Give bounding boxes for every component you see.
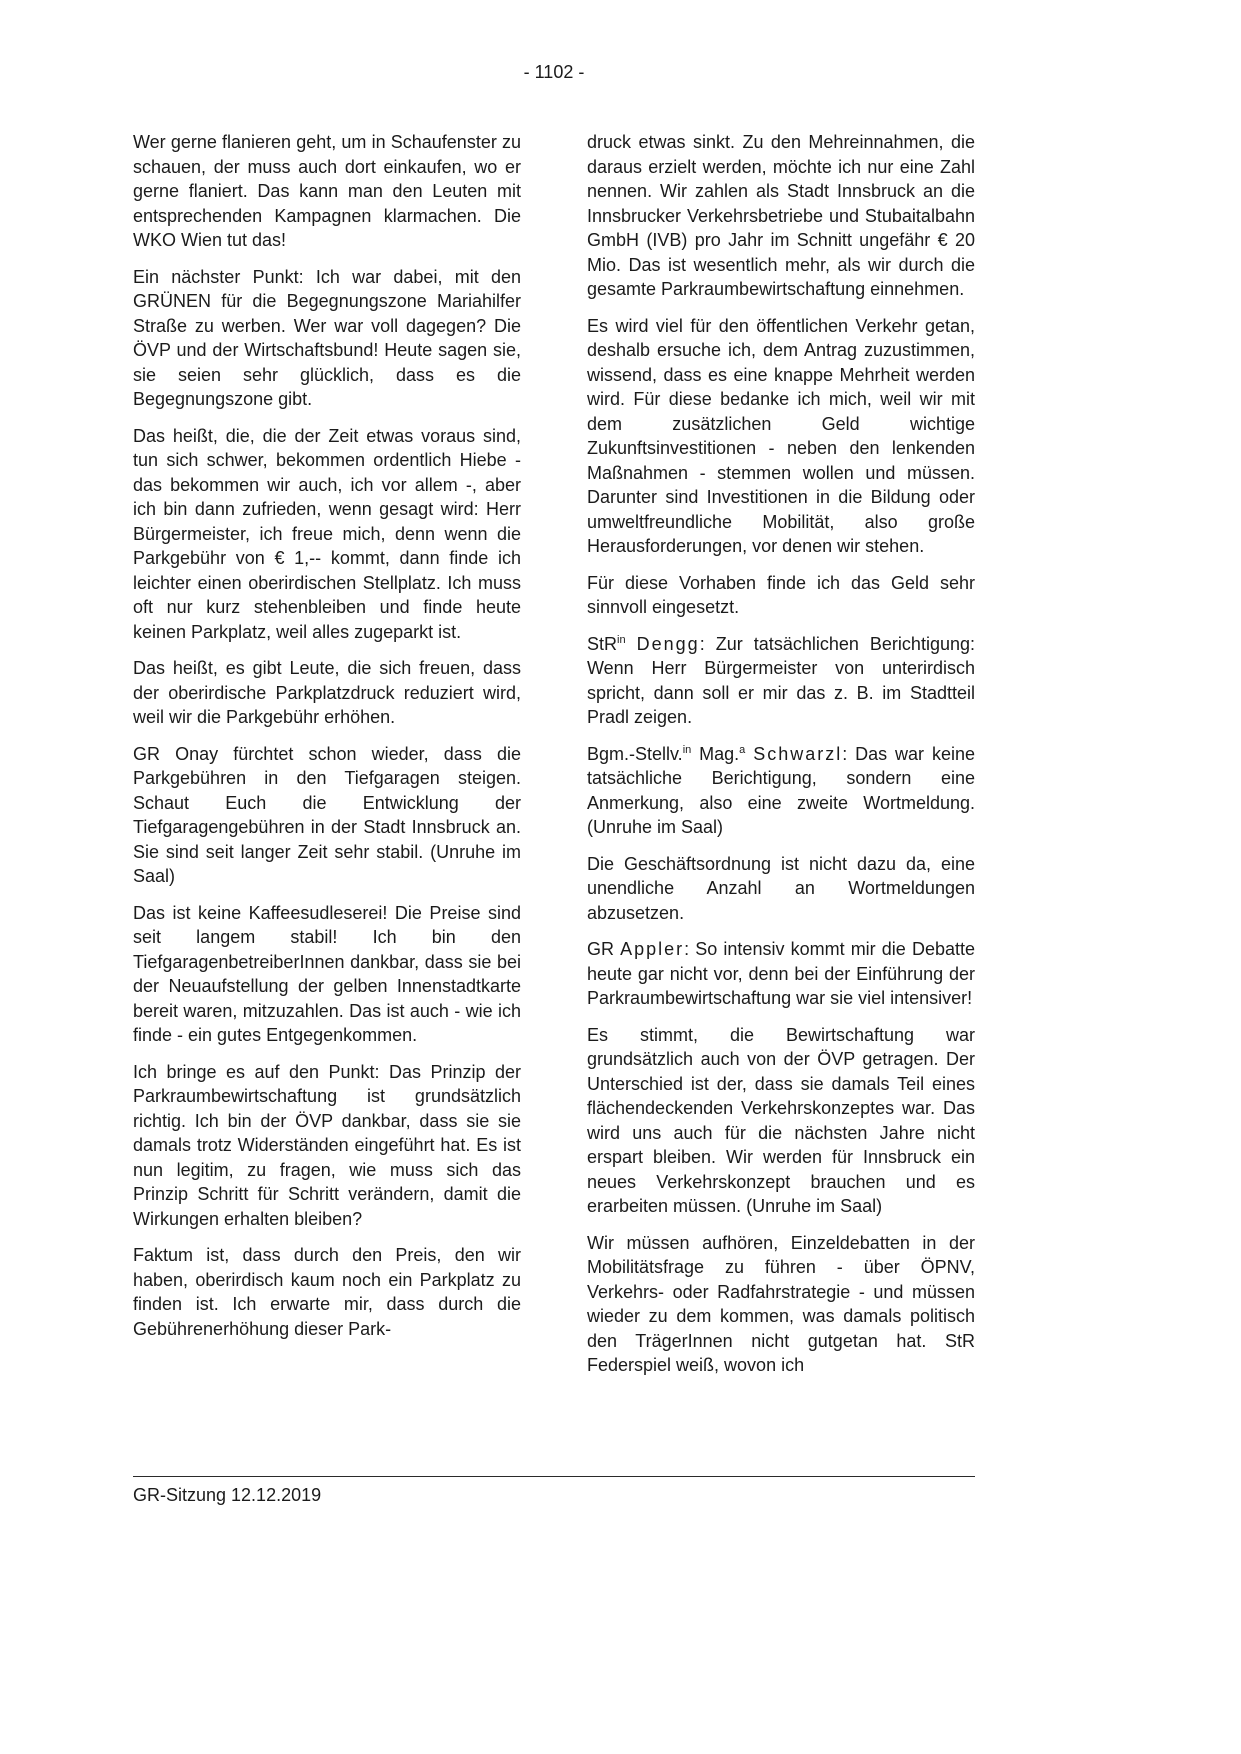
text-segment: Das ist keine Kaffeesudleserei! Die Preise sind seit langem stabil! Ich bin den TiefgaragenbetreiberInnen dankbar, dass sie bei der Neuaufstellung der gelben Innenstadtkarte bereit waren, mitzuzahlen. Das ist auch - wie ich finde - ein gutes Entgegenkommen.	[133, 902, 521, 1045]
text-segment: Es wird viel für den öffentlichen Verkehr getan, deshalb ersuche ich, dem Antrag zuzustimmen, wissend, dass es eine knappe Mehrheit werden wird. Für diese bedanke ich mich, weil wir mit dem zusätzlichen Geld wichtige Zukunftsinvestitionen - neben den lenkenden Maßnahmen - stemmen wollen und müssen. Darunter sind Investitionen in die Bildung oder umweltfreundliche Mobilität, also große Herausforderungen, vor denen wir stehen.	[587, 315, 975, 556]
text-segment: Das heißt, die, die der Zeit etwas voraus sind, tun sich schwer, bekommen ordentlich Hiebe - das bekommen wir auch, ich vor allem -, aber ich bin dann zufrieden, wenn gesagt wird: Herr Bürgermeister, ich freue mich, denn wenn die Parkgebühr von € 1,-- kommt, dann finde ich leichter einen oberirdischen Stellplatz. Ich muss oft nur kurz stehenbleiben und finde heute keinen Parkplatz, weil alles zugeparkt ist.	[133, 425, 521, 642]
text-columns	[133, 130, 975, 1378]
text-segment: Mag.	[691, 743, 740, 764]
text-segment: Ich bringe es auf den Punkt: Das Prinzip der Parkraumbewirtschaftung ist grundsätzlich richtig. Ich bin der ÖVP dankbar, dass sie sie damals trotz Widerständen eingeführt hat. Es ist nun legitim, zu fragen, wie muss sich das Prinzip Schritt für Schritt verändern, damit die Wirkungen erhalten bleiben?	[133, 1061, 521, 1229]
paragraph	[133, 424, 521, 645]
paragraph	[133, 901, 521, 1048]
paragraph	[133, 1243, 521, 1341]
paragraph	[133, 1060, 521, 1232]
superscript: in	[617, 633, 626, 646]
text-segment: : So intensiv kommt mir die Debatte heute gar nicht vor, denn bei der Einführung der Parkraumbewirtschaftung war sie viel intensiver!	[587, 939, 975, 1008]
paragraph	[587, 632, 975, 730]
right-column	[587, 130, 975, 1378]
superscript: a	[739, 743, 746, 756]
text-segment: Für diese Vorhaben finde ich das Geld sehr sinnvoll eingesetzt.	[587, 572, 975, 617]
paragraph	[133, 742, 521, 889]
text-segment: Faktum ist, dass durch den Preis, den wir haben, oberirdisch kaum noch ein Parkplatz zu finden ist. Ich erwarte mir, dass durch die Gebührenerhöhung dieser Park-	[133, 1245, 521, 1339]
paragraph	[587, 1023, 975, 1219]
text-segment: : Das war keine tatsächliche Berichtigung, sondern eine Anmerkung, also eine zweite Wortmeldung. (Unruhe im Saal)	[587, 743, 975, 837]
footer-text: GR-Sitzung 12.12.2019	[133, 1485, 322, 1505]
text-segment: : Zur tatsächlichen Berichtigung: Wenn Herr Bürgermeister von unterirdisch spricht, dann soll er mir das z. B. im Stadtteil Pradl zeigen.	[587, 633, 975, 727]
text-segment: Die Geschäftsordnung ist nicht dazu da, eine unendliche Anzahl an Wortmeldungen abzusetzen.	[587, 853, 975, 923]
paragraph	[587, 1231, 975, 1378]
paragraph	[133, 265, 521, 412]
text-segment: Bgm.-Stellv.	[587, 743, 683, 764]
paragraph	[587, 852, 975, 926]
page-footer	[133, 1476, 975, 1506]
text-segment: StR	[587, 633, 618, 654]
left-column	[133, 130, 521, 1378]
text-segment: Das heißt, es gibt Leute, die sich freuen, dass der oberirdische Parkplatzdruck reduziert wird, weil wir die Parkgebühr erhöhen.	[133, 658, 521, 727]
text-segment: GR Onay fürchtet schon wieder, dass die Parkgebühren in den Tiefgaragen steigen. Schaut Euch die Entwicklung der Tiefgaragengebühren in der Stadt Innsbruck an. Sie sind seit langer Zeit sehr stabil. (Unruhe im Saal)	[133, 743, 521, 886]
paragraph	[587, 314, 975, 559]
text-segment: Wir müssen aufhören, Einzeldebatten in der Mobilitätsfrage zu führen - über ÖPNV, Verkehrs- oder Radfahrstrategie - und müssen wieder zu dem kommen, was damals politisch den TrägerInnen nicht gutgetan hat. StR Federspiel weiß, wovon ich	[587, 1232, 975, 1375]
paragraph	[587, 937, 975, 1011]
speaker-name: Appler	[620, 939, 685, 959]
paragraph	[587, 571, 975, 620]
speaker-name: Schwarzl	[753, 743, 843, 764]
paragraph	[133, 656, 521, 730]
paragraph	[587, 130, 975, 302]
paragraph	[133, 130, 521, 253]
paragraph	[587, 742, 975, 840]
page-number: - 1102 -	[523, 62, 585, 82]
text-segment: Es stimmt, die Bewirtschaftung war grundsätzlich auch von der ÖVP getragen. Der Unterschied ist der, dass sie damals Teil eines flächendeckenden Verkehrskonzeptes war. Das wird uns auch für die nächsten Jahre nicht erspart bleiben. Wir werden für Innsbruck ein neues Verkehrskonzept brauchen und es erarbeiten müssen. (Unruhe im Saal)	[587, 1024, 975, 1216]
superscript: in	[682, 743, 692, 756]
text-segment: druck etwas sinkt. Zu den Mehreinnahmen, die daraus erzielt werden, möchte ich nur eine Zahl nennen. Wir zahlen als Stadt Innsbruck an die Innsbrucker Verkehrsbetriebe und Stubaitalbahn GmbH (IVB) pro Jahr im Schnitt ungefähr € 20 Mio. Das ist wesentlich mehr, als wir durch die gesamte Parkraumbewirtschaftung einnehmen.	[587, 132, 975, 299]
text-segment: GR	[587, 939, 621, 959]
text-segment: Ein nächster Punkt: Ich war dabei, mit den GRÜNEN für die Begegnungszone Mariahilfer Straße zu werben. Wer war voll dagegen? Die ÖVP und der Wirtschaftsbund! Heute sagen sie, sie seien sehr glücklich, dass es die Begegnungszone gibt.	[133, 266, 521, 409]
speaker-name: Dengg	[636, 633, 700, 654]
text-segment: Wer gerne flanieren geht, um in Schaufenster zu schauen, der muss auch dort einkaufen, wo er gerne flaniert. Das kann man den Leuten mit entsprechenden Kampagnen klarmachen. Die WKO Wien tut das!	[133, 132, 521, 250]
text-segment	[626, 634, 637, 654]
